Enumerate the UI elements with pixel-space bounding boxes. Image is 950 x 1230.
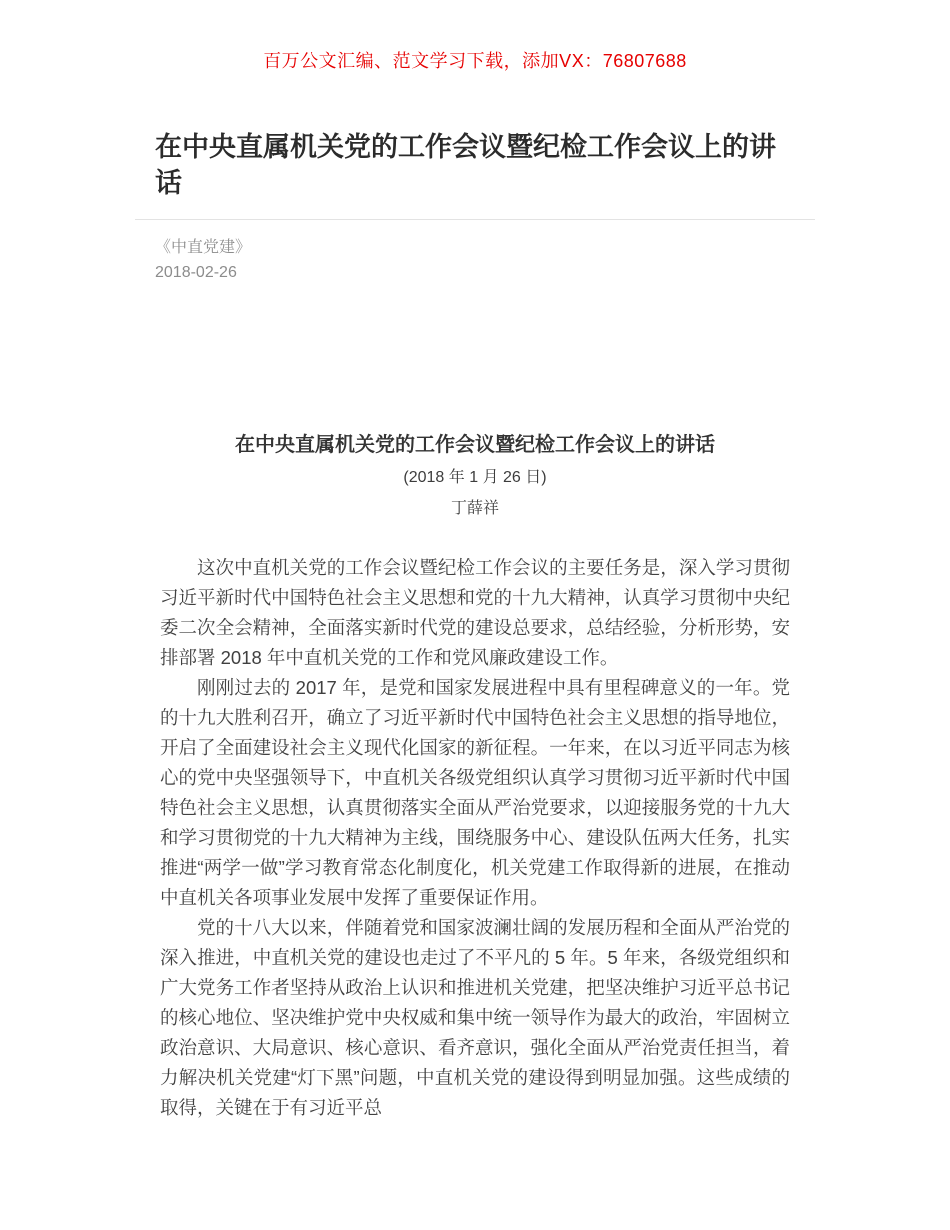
paragraph: 这次中直机关党的工作会议暨纪检工作会议的主要任务是，深入学习贯彻习近平新时代中国特色社会主义思想和党的十九大精神，认真学习贯彻中央纪委二次全会精神，全面落实新时代党的建设总要求，总结经验，分析形势，安排部署 2018 年中直机关党的工作和党风廉政建设工作。 bbox=[160, 557, 790, 668]
paragraph: 党的十八大以来，伴随着党和国家波澜壮阔的发展历程和全面从严治党的深入推进，中直机关党的建设也走过了不平凡的 5 年。5 年来，各级党组织和广大党务工作者坚持从政治上认识和推进机关党建，把坚决维护习近平总书记的核心地位、坚决维护党中央权威和集中统一领导作为最大的政治，牢固树立政治意识、大局意识、核心意识、看齐意识，强化全面从严治党责任担当，着力解决机关党建“灯下黑”问题，中直机关党的建设得到明显加强。这些成绩的取得，关键在于有习近平总 bbox=[160, 917, 790, 1118]
title-divider bbox=[135, 219, 815, 220]
document-date-line: (2018 年 1 月 26 日) bbox=[403, 469, 547, 486]
paragraph: 刚刚过去的 2017 年，是党和国家发展进程中具有里程碑意义的一年。党的十九大胜利召开，确立了习近平新时代中国特色社会主义思想的指导地位，开启了全面建设社会主义现代化国家的新征程。一年来，在以习近平同志为核心的党中央坚强领导下，中直机关各级党组织认真学习贯彻习近平新时代中国特色社会主义思想，认真贯彻落实全面从严治党要求，以迎接服务党的十九大和学习贯彻党的十九大精神为主线，围绕服务中心、建设队伍两大任务，扎实推进“两学一做”学习教育常态化制度化，机关党建工作取得新的进展，在推动中直机关各项事业发展中发挥了重要保证作用。 bbox=[160, 677, 790, 908]
document-title: 在中央直属机关党的工作会议暨纪检工作会议上的讲话 bbox=[235, 434, 715, 456]
article-date: 2018-02-26 bbox=[155, 264, 237, 281]
promo-banner: 百万公文汇编、范文学习下载，添加VX：76807688 bbox=[263, 51, 687, 71]
page-title: 在中央直属机关党的工作会议暨纪检工作会议上的讲话 bbox=[155, 132, 776, 198]
document-author: 丁薛祥 bbox=[450, 500, 499, 517]
article-container bbox=[135, 129, 815, 1123]
document-content bbox=[160, 431, 790, 1123]
article-source: 《中直党建》 bbox=[155, 239, 252, 256]
document-body bbox=[160, 553, 790, 1123]
article-meta bbox=[135, 235, 815, 285]
